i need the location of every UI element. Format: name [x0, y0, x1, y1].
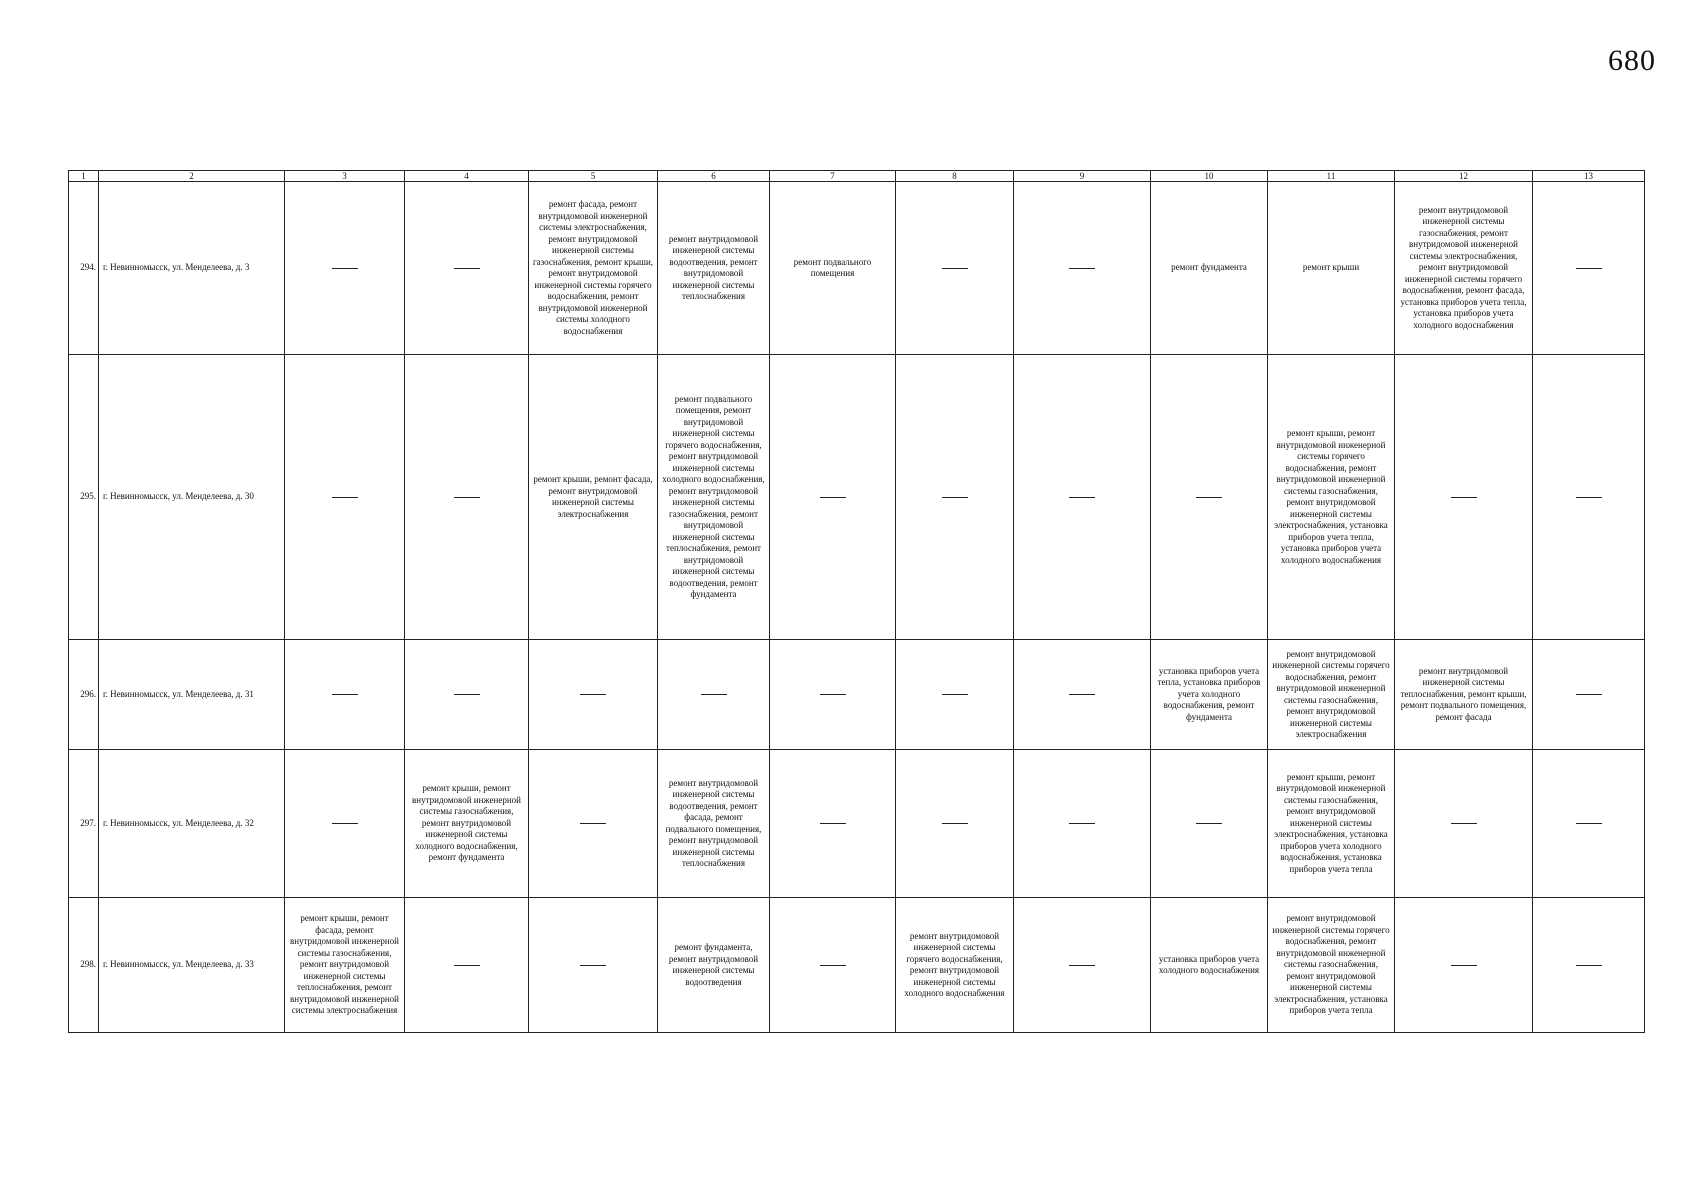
table-cell	[896, 640, 1014, 750]
column-header: 9	[1014, 171, 1151, 182]
table-cell	[770, 898, 896, 1033]
table-row	[69, 182, 1645, 355]
row-number: 294.	[69, 182, 99, 355]
column-header: 5	[529, 171, 658, 182]
table-cell: ремонт крыши, ремонт внутридомовой инженерной системы горячего водоснабжения, ремонт внутридомовой инженерной системы газоснабжения, ремонт внутридомовой инженерной системы электроснабжения, установка приборов учета тепла, установка приборов учета холодного водоснабжения	[1268, 355, 1395, 640]
column-header: 8	[896, 171, 1014, 182]
table-cell	[1395, 898, 1533, 1033]
column-header: 13	[1533, 171, 1645, 182]
table-cell	[1151, 750, 1268, 898]
table-cell	[405, 640, 529, 750]
table-cell	[770, 355, 896, 640]
column-header: 2	[99, 171, 285, 182]
table-cell	[405, 355, 529, 640]
row-address: г. Невинномысск, ул. Менделеева, д. 3	[99, 182, 285, 355]
dash-mark	[1451, 823, 1477, 824]
repair-schedule-table	[68, 170, 1645, 1033]
column-header: 7	[770, 171, 896, 182]
table-cell	[1151, 355, 1268, 640]
dash-mark	[942, 694, 968, 695]
table-cell	[405, 898, 529, 1033]
dash-mark	[942, 268, 968, 269]
table-cell	[1014, 898, 1151, 1033]
column-number-row	[69, 171, 1645, 182]
dash-mark	[1069, 268, 1095, 269]
row-number: 295.	[69, 355, 99, 640]
dash-mark	[332, 268, 358, 269]
table-cell	[1533, 640, 1645, 750]
row-number: 296.	[69, 640, 99, 750]
dash-mark	[1069, 965, 1095, 966]
table-cell	[1533, 750, 1645, 898]
column-header: 4	[405, 171, 529, 182]
table-cell	[1014, 640, 1151, 750]
dash-mark	[332, 823, 358, 824]
dash-mark	[701, 694, 727, 695]
row-address: г. Невинномысск, ул. Менделеева, д. 33	[99, 898, 285, 1033]
dash-mark	[1451, 965, 1477, 966]
row-number: 298.	[69, 898, 99, 1033]
table-cell	[896, 182, 1014, 355]
dash-mark	[1576, 497, 1602, 498]
dash-mark	[820, 694, 846, 695]
page-number: 680	[1608, 44, 1656, 77]
dash-mark	[942, 823, 968, 824]
table-cell	[1014, 750, 1151, 898]
table-cell	[1395, 750, 1533, 898]
table-cell: ремонт фундамента, ремонт внутридомовой инженерной системы водоотведения	[658, 898, 770, 1033]
column-header: 3	[285, 171, 405, 182]
table-cell	[285, 182, 405, 355]
table-cell: ремонт подвального помещения, ремонт внутридомовой инженерной системы горячего водоснабжения, ремонт внутридомовой инженерной системы холодного водоснабжения, ремонт внутридомовой инженерной системы газоснабжения, ремонт внутридомовой инженерной системы теплоснабжения, ремонт внутридомовой инженерной системы водоотведения, ремонт фундамента	[658, 355, 770, 640]
table-cell: ремонт фасада, ремонт внутридомовой инженерной системы электроснабжения, ремонт внутридомовой инженерной системы газоснабжения, ремонт крыши, ремонт внутридомовой инженерной системы горячего водоснабжения, ремонт внутридомовой инженерной системы холодного водоснабжения	[529, 182, 658, 355]
table-cell	[529, 640, 658, 750]
dash-mark	[820, 497, 846, 498]
table-cell: ремонт крыши	[1268, 182, 1395, 355]
dash-mark	[1576, 694, 1602, 695]
table-row	[69, 750, 1645, 898]
dash-mark	[820, 823, 846, 824]
column-header: 12	[1395, 171, 1533, 182]
table-cell	[405, 182, 529, 355]
table-cell: ремонт внутридомовой инженерной системы горячего водоснабжения, ремонт внутридомовой инженерной системы газоснабжения, ремонт внутридомовой инженерной системы электроснабжения	[1268, 640, 1395, 750]
dash-mark	[454, 965, 480, 966]
row-address: г. Невинномысск, ул. Менделеева, д. 32	[99, 750, 285, 898]
table-cell	[285, 750, 405, 898]
table-cell: ремонт фундамента	[1151, 182, 1268, 355]
table-cell: ремонт внутридомовой инженерной системы горячего водоснабжения, ремонт внутридомовой инженерной системы газоснабжения, ремонт внутридомовой инженерной системы электроснабжения, установка приборов учета тепла	[1268, 898, 1395, 1033]
table-cell	[1014, 355, 1151, 640]
dash-mark	[454, 268, 480, 269]
row-address: г. Невинномысск, ул. Менделеева, д. 30	[99, 355, 285, 640]
table-cell	[896, 750, 1014, 898]
table-cell	[1533, 355, 1645, 640]
table-cell	[1014, 182, 1151, 355]
table-cell: ремонт подвального помещения	[770, 182, 896, 355]
dash-mark	[580, 694, 606, 695]
column-header: 6	[658, 171, 770, 182]
table-cell: установка приборов учета холодного водоснабжения	[1151, 898, 1268, 1033]
table-row	[69, 355, 1645, 640]
dash-mark	[1069, 694, 1095, 695]
table-cell	[529, 898, 658, 1033]
table-cell: ремонт крыши, ремонт фасада, ремонт внутридомовой инженерной системы газоснабжения, ремонт внутридомовой инженерной системы теплоснабжения, ремонт внутридомовой инженерной системы электроснабжения	[285, 898, 405, 1033]
row-number: 297.	[69, 750, 99, 898]
dash-mark	[1576, 823, 1602, 824]
column-header: 11	[1268, 171, 1395, 182]
dash-mark	[580, 823, 606, 824]
table-cell	[285, 640, 405, 750]
dash-mark	[332, 497, 358, 498]
dash-mark	[1451, 497, 1477, 498]
table-cell: ремонт крыши, ремонт внутридомовой инженерной системы газоснабжения, ремонт внутридомовой инженерной системы электроснабжения, установка приборов учета холодного водоснабжения, установка приборов учета тепла	[1268, 750, 1395, 898]
table-cell	[1533, 898, 1645, 1033]
dash-mark	[1196, 497, 1222, 498]
dash-mark	[580, 965, 606, 966]
table-cell	[285, 355, 405, 640]
dash-mark	[1576, 268, 1602, 269]
dash-mark	[1069, 497, 1095, 498]
table-cell	[896, 355, 1014, 640]
row-address: г. Невинномысск, ул. Менделеева, д. 31	[99, 640, 285, 750]
dash-mark	[820, 965, 846, 966]
table-cell: ремонт внутридомовой инженерной системы горячего водоснабжения, ремонт внутридомовой инженерной системы холодного водоснабжения	[896, 898, 1014, 1033]
column-header: 10	[1151, 171, 1268, 182]
column-header: 1	[69, 171, 99, 182]
dash-mark	[1576, 965, 1602, 966]
dash-mark	[454, 694, 480, 695]
dash-mark	[1069, 823, 1095, 824]
table-cell: установка приборов учета тепла, установка приборов учета холодного водоснабжения, ремонт фундамента	[1151, 640, 1268, 750]
table-cell	[658, 640, 770, 750]
table-cell: ремонт крыши, ремонт фасада, ремонт внутридомовой инженерной системы электроснабжения	[529, 355, 658, 640]
dash-mark	[1196, 823, 1222, 824]
table-cell	[529, 750, 658, 898]
table-row	[69, 640, 1645, 750]
dash-mark	[942, 497, 968, 498]
table-row	[69, 898, 1645, 1033]
table-cell: ремонт внутридомовой инженерной системы теплоснабжения, ремонт крыши, ремонт подвального помещения, ремонт фасада	[1395, 640, 1533, 750]
table-cell: ремонт внутридомовой инженерной системы газоснабжения, ремонт внутридомовой инженерной системы электроснабжения, ремонт внутридомовой инженерной системы горячего водоснабжения, ремонт фасада, установка приборов учета тепла, установка приборов учета холодного водоснабжения	[1395, 182, 1533, 355]
table-cell	[1395, 355, 1533, 640]
table-cell	[770, 640, 896, 750]
dash-mark	[454, 497, 480, 498]
table-cell: ремонт внутридомовой инженерной системы водоотведения, ремонт внутридомовой инженерной системы теплоснабжения	[658, 182, 770, 355]
dash-mark	[332, 694, 358, 695]
table-cell	[770, 750, 896, 898]
table-cell: ремонт внутридомовой инженерной системы водоотведения, ремонт фасада, ремонт подвального помещения, ремонт внутридомовой инженерной системы теплоснабжения	[658, 750, 770, 898]
table-cell: ремонт крыши, ремонт внутридомовой инженерной системы газоснабжения, ремонт внутридомовой инженерной системы холодного водоснабжения, ремонт фундамента	[405, 750, 529, 898]
table-cell	[1533, 182, 1645, 355]
